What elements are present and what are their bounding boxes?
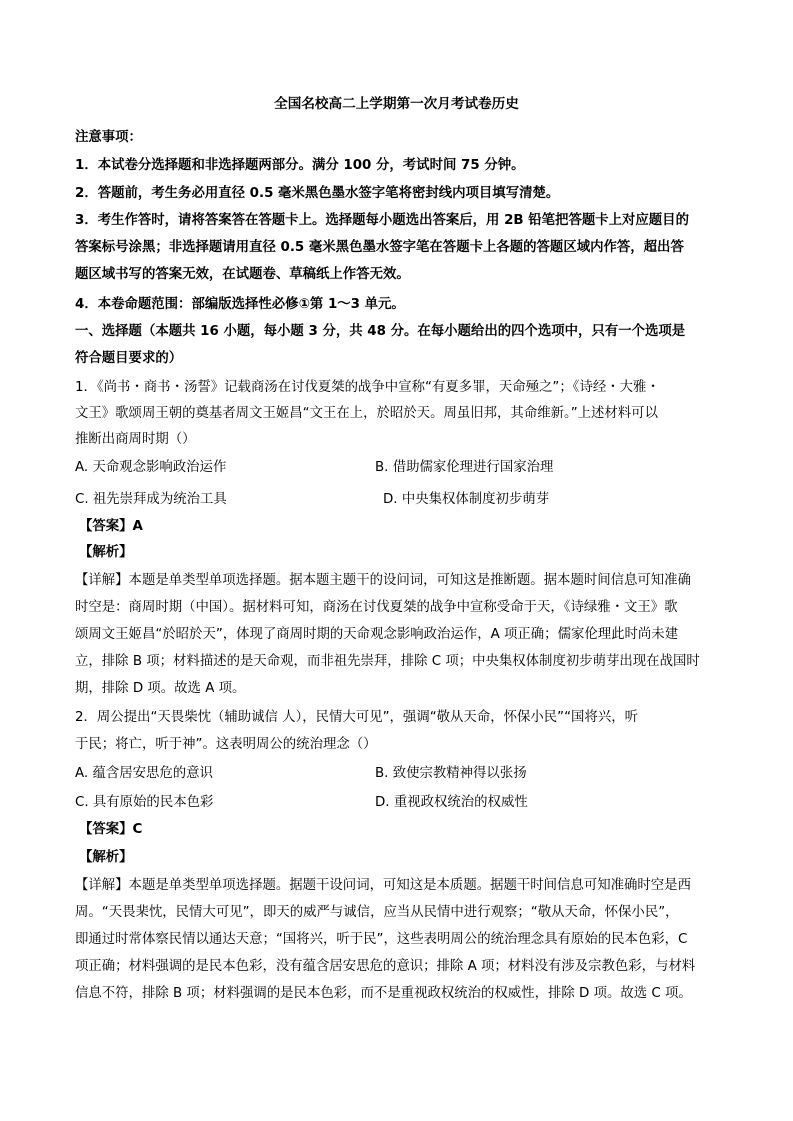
q2-option-a: A. 蕴含居安思危的意识 xyxy=(75,766,213,781)
q1-stem-line-3: 推断出商周时期（） xyxy=(75,432,196,447)
q1-option-b: B. 借助儒家伦理进行国家治理 xyxy=(375,460,554,475)
q1-option-c: C. 祖先崇拜成为统治工具 xyxy=(75,492,227,507)
q1-option-a: A. 天命观念影响政治运作 xyxy=(75,460,227,475)
q1-analysis-label: 【解析】 xyxy=(79,545,133,560)
q1-detail-line-2: 时空是：商周时期（中国）。据材料可知，商汤在讨伐夏桀的战争中宣称受命于天，《诗绿雅・文王》歌 xyxy=(75,600,678,615)
q2-option-b: B. 致使宗教精神得以张扬 xyxy=(375,766,527,781)
notice-item-4: 4．本卷命题范围：部编版选择性必修①第 1～3 单元。 xyxy=(75,297,405,312)
notice-item-3-line-3: 题区域书写的答案无效，在试题卷、草稿纸上作答无效。 xyxy=(75,267,410,282)
q2-option-d: D. 重视政权统治的权威性 xyxy=(375,795,528,810)
q2-detail-line-4: 项正确；材料强调的是民本色彩，没有蕴含居安思危的意识；排除 A 项；材料没有涉及宗教色彩，与材料 xyxy=(75,959,696,974)
q2-detail-line-5: 信息不符，排除 B 项；材料强调的是民本色彩，而不是重视政权统治的权威性，排除 D 项。故选 C 项。 xyxy=(75,986,692,1001)
q2-stem-line-2: 于民；将亡，听于神”。这表明周公的统治理念（） xyxy=(75,737,377,752)
page-title: 全国名校高二上学期第一次月考试卷历史 xyxy=(274,96,519,112)
section-heading-line-1: 一、选择题（本题共 16 小题，每小题 3 分，共 48 分。在每小题给出的四个选项中，只有一个选项是 xyxy=(75,324,686,339)
notice-item-3-line-1: 3．考生作答时，请将答案答在答题卡上。选择题每小题选出答案后，用 2B 铅笔把答题卡上对应题目的 xyxy=(75,213,689,228)
q1-stem-line-2: 文王》歌颂周王朝的奠基者周文王姬昌“文王在上，於昭於天。周虽旧邦，其命维新。”上述材料可以 xyxy=(75,406,658,421)
section-heading-line-2: 符合题目要求的） xyxy=(75,351,183,366)
q1-answer: 【答案】A xyxy=(79,519,143,534)
notice-item-3-line-2: 答案标号涂黑；非选择题请用直径 0.5 毫米黑色墨水签字笔在答题卡上各题的答题区域内作答，超出答 xyxy=(75,240,684,255)
notice-item-1: 1．本试卷分选择题和非选择题两部分。满分 100 分，考试时间 75 分钟。 xyxy=(75,158,525,173)
notice-heading: 注意事项： xyxy=(75,130,142,145)
q2-stem-line-1: 2．周公提出“天畏柴忱（辅助诚信 人），民情大可见”，强调“敬从天命，怀保小民”“国将兴，听 xyxy=(75,710,638,725)
q1-detail-line-5: 期，排除 D 项。故选 A 项。 xyxy=(75,681,246,696)
q1-detail-line-1: 【详解】本题是单类型单项选择题。据本题主题干的设问词，可知这是推断题。据本题时间信息可知准确 xyxy=(75,573,691,588)
q2-option-c: C. 具有原始的民本色彩 xyxy=(75,795,214,810)
q2-detail-line-1: 【详解】本题是单类型单项选择题。据题干设问词，可知这是本质题。据题干时间信息可知准确时空是西 xyxy=(75,878,691,893)
q1-option-d: D. 中央集权体制度初步萌芽 xyxy=(383,492,550,507)
notice-item-2: 2．答题前，考生务必用直径 0.5 毫米黑色墨水签字笔将密封线内项目填写清楚。 xyxy=(75,186,560,201)
q2-detail-line-2: 周。“天畏棐忱，民情大可见”，即天的威严与诚信，应当从民情中进行观察；“敬从天命，怀保小民”， xyxy=(75,905,679,920)
q2-detail-line-3: 即通过时常体察民情以通达天意；“国将兴，听于民”，这些表明周公的统治理念具有原始的民本色彩，C xyxy=(75,932,688,947)
q1-detail-line-4: 立，排除 B 项；材料描述的是天命观，而非祖先崇拜，排除 C 项；中央集权体制度初步萌芽出现在战国时 xyxy=(75,654,700,669)
q1-stem-line-1: 1．《尚书・商书・汤誓》记载商汤在讨伐夏桀的战争中宣称“有夏多罪，天命殛之”；《诗经・大雅・ xyxy=(75,380,660,395)
q2-analysis-label: 【解析】 xyxy=(79,850,133,865)
q1-detail-line-3: 颂周文王姬昌“於昭於天”，体现了商周时期的天命观念影响政治运作，A 项正确；儒家伦理此时尚未建 xyxy=(75,627,679,642)
q2-answer: 【答案】C xyxy=(79,822,143,837)
